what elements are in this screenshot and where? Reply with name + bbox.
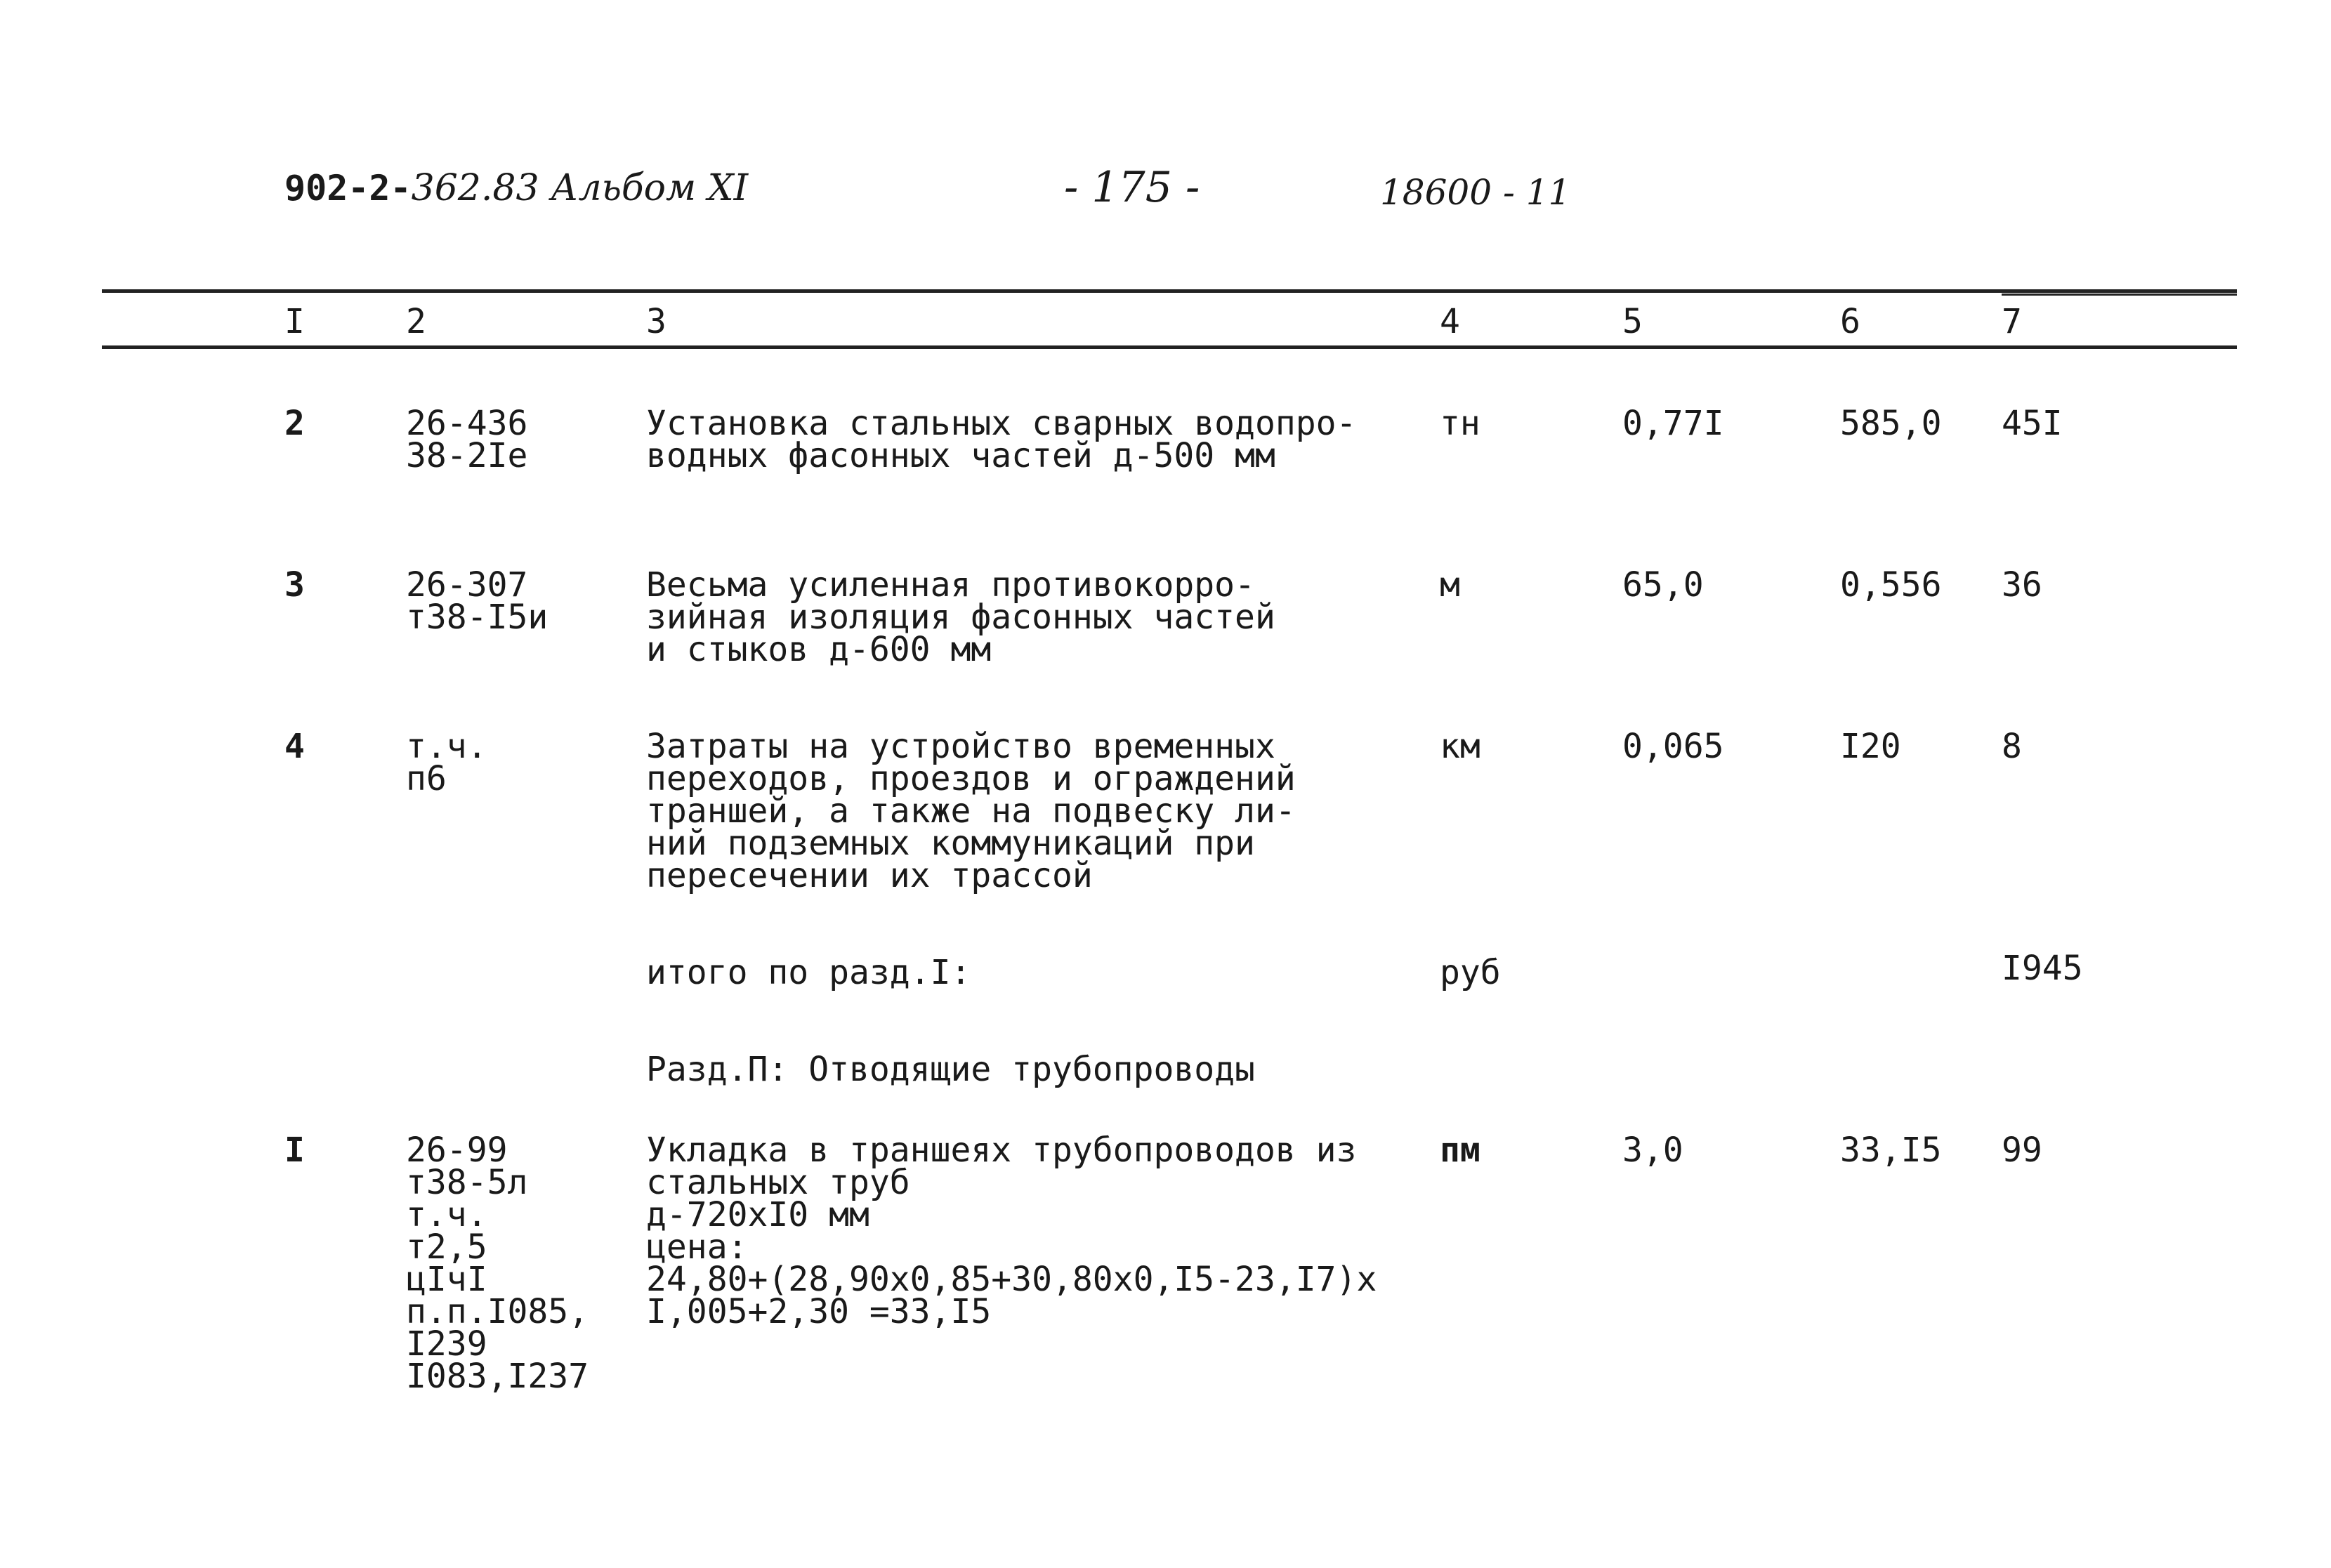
row-description: Весьма усиленная противокорро- зийная изоляция фасонных частей и стыков д-600 мм [646, 565, 1275, 669]
row-quantity: 65,0 [1622, 565, 1704, 605]
row-quantity: 3,0 [1622, 1131, 1683, 1170]
column-header-6: 6 [1840, 302, 1860, 341]
row-number: 4 [284, 727, 305, 766]
row-unit: пм [1440, 1131, 1480, 1170]
row-description: Затраты на устройство временных переходов, проездов и ограждений траншей, а также на подвеску ли- ний подземных коммуникаций при пересечении их трассой [646, 727, 1296, 895]
row-description: Укладка в траншеях трубопроводов из стальных труб д-720хI0 мм цена: 24,80+(28,90х0,85+30,80х0,I5-23,I7)х I,005+2,30 =33,I5 [646, 1131, 1377, 1331]
subtotal-unit: руб [1440, 953, 1501, 992]
row-code: т.ч. п6 [406, 727, 487, 798]
table-top-rule-extension [2002, 294, 2237, 296]
row-price: 585,0 [1840, 404, 1942, 443]
section-title: Разд.П: Отводящие трубопроводы [646, 1050, 1255, 1089]
document-code-printed: 902-2- [284, 168, 412, 209]
row-quantity: 0,065 [1622, 727, 1724, 766]
row-unit: км [1440, 727, 1480, 766]
row-total: 99 [2002, 1131, 2042, 1170]
row-number: I [284, 1131, 305, 1170]
document-code-handwritten: 362.83 Альбом XI [411, 167, 749, 209]
document-code [284, 167, 748, 209]
column-header-2: 2 [406, 302, 426, 341]
archive-number: 18600 - 11 [1380, 172, 1571, 213]
row-number: 2 [284, 404, 305, 443]
row-quantity: 0,77I [1622, 404, 1724, 443]
row-price: 33,I5 [1840, 1131, 1942, 1170]
row-total: 36 [2002, 565, 2042, 605]
row-code: 26-307 т38-I5и [406, 565, 549, 637]
page-number: - 175 - [1064, 163, 1200, 212]
row-unit: тн [1440, 404, 1480, 443]
column-header-7: 7 [2002, 302, 2022, 341]
row-price: 0,556 [1840, 565, 1942, 605]
column-header-5: 5 [1622, 302, 1643, 341]
subtotal-total: I945 [2002, 949, 2083, 988]
row-description: Установка стальных сварных водопро- водных фасонных частей д-500 мм [646, 404, 1357, 475]
table-top-rule [102, 289, 2237, 293]
row-total: 8 [2002, 727, 2022, 766]
row-code: 26-436 38-2Iе [406, 404, 528, 475]
row-number: 3 [284, 565, 305, 605]
column-header-3: 3 [646, 302, 667, 341]
row-code: 26-99 т38-5л т.ч. т2,5 цIчI п.п.I085, I239 I083,I237 [406, 1131, 589, 1396]
row-price: I20 [1840, 727, 1901, 766]
row-unit: м [1440, 565, 1460, 605]
column-header-1: I [284, 302, 305, 341]
subtotal-label: итого по разд.I: [646, 953, 971, 992]
column-header-4: 4 [1440, 302, 1460, 341]
row-total: 45I [2002, 404, 2063, 443]
table-header-rule [102, 345, 2237, 349]
